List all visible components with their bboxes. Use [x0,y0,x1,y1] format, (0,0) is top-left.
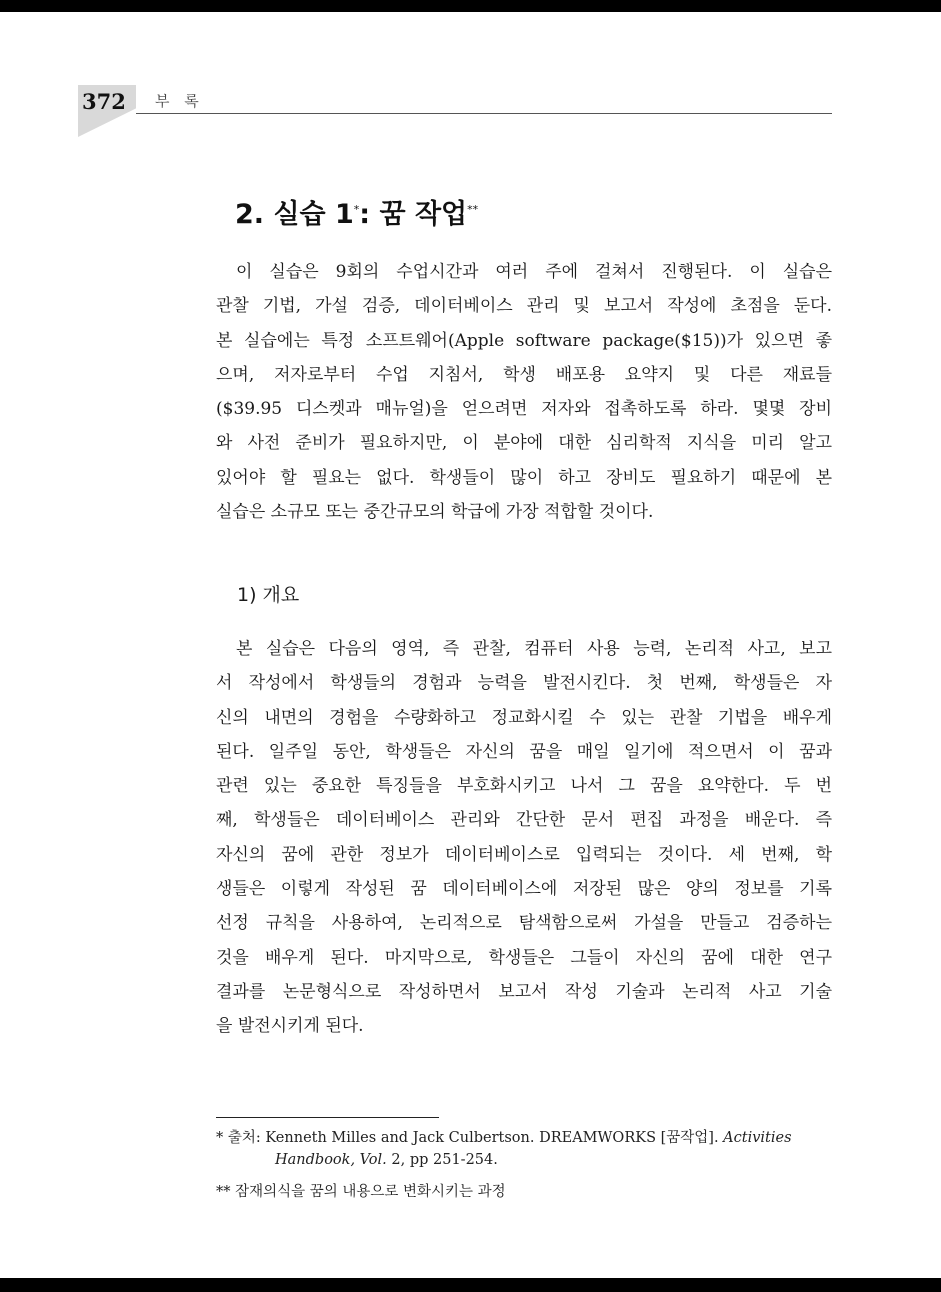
footnote-1-italic-2: Handbook, Vol. [275,1152,387,1168]
section-title [235,192,478,231]
section-label: 부 록 [155,92,204,110]
paragraph-line: 선정 규칙을 사용하여, 논리적으로 탐색함으로써 가설을 만들고 검증하는 [216,913,832,934]
paragraph-line: 이 실습은 9회의 수업시간과 여러 주에 걸쳐서 진행된다. 이 실습은 [236,262,832,282]
intro-paragraph [216,255,832,529]
subheading-overview: 1) 개요 [237,584,300,606]
top-border [0,0,941,12]
paragraph-line: ($39.95 디스켓과 매뉴얼)을 얻으려면 저자와 접촉하도록 하라. 몇몇 장비 [216,399,832,420]
paragraph-line: 것을 배우게 된다. 마지막으로, 학생들은 그들이 자신의 꿈에 대한 연구 [216,947,832,968]
overview-paragraph [216,632,832,1044]
paragraph-line: 째, 학생들은 데이터베이스 관리와 간단한 문서 편집 과정을 배운다. 즉 [216,810,832,831]
footnote-1-line-1 [216,1126,792,1147]
footnote-rule [216,1117,439,1118]
paragraph-line: 을 발전시키게 된다. [216,1016,364,1037]
title-footnote-mark-2: ** [467,203,479,216]
footnote-1-text: * 출처: Kenneth Milles and Jack Culbertson. DREAMWORKS [꿈작업]. [216,1130,724,1146]
paragraph-line: 와 사전 준비가 필요하지만, 이 분야에 대한 심리학적 지식을 미리 알고 [216,433,832,454]
paragraph-line: 본 실습에는 특정 소프트웨어(Apple software package($15))가 있으면 좋 [216,330,832,351]
paragraph-line: 생들은 이렇게 작성된 꿈 데이터베이스에 저장된 많은 양의 정보를 기록 [216,879,832,900]
header-rule [136,113,832,114]
paragraph-line: 으며, 저자로부터 수업 지침서, 학생 배포용 요약지 및 다른 재료들 [216,364,832,385]
footnote-1-italic: Activities [723,1130,792,1146]
footnote-2: ** 잠재의식을 꿈의 내용으로 변화시키는 과정 [216,1184,506,1200]
title-text-rest: : 꿈 작업 [359,199,468,230]
page-number: 372 [82,89,126,114]
paragraph-line: 신의 내면의 경험을 수량화하고 정교화시킬 수 있는 관찰 기법을 배우게 [216,707,832,728]
paragraph-line: 관련 있는 중요한 특징들을 부호화시키고 나서 그 꿈을 요약한다. 두 번 [216,776,832,797]
footnote-1-line-2 [275,1152,498,1168]
paragraph-line: 관찰 기법, 가설 검증, 데이터베이스 관리 및 보고서 작성에 초점을 둔다. [216,296,832,317]
footnote-1-text-2: 2, pp 251-254. [386,1152,498,1168]
paragraph-line: 결과를 논문형식으로 작성하면서 보고서 작성 기술과 논리적 사고 기술 [216,981,832,1002]
paragraph-line: 실습은 소규모 또는 중간규모의 학급에 가장 적합할 것이다. [216,502,654,523]
bottom-border [0,1278,941,1292]
paragraph-line: 서 작성에서 학생들의 경험과 능력을 발전시킨다. 첫 번째, 학생들은 자 [216,673,832,694]
paragraph-line: 있어야 할 필요는 없다. 학생들이 많이 하고 장비도 필요하기 때문에 본 [216,467,832,488]
title-footnote-mark-1: * [353,203,360,216]
paragraph-line: 본 실습은 다음의 영역, 즉 관찰, 컴퓨터 사용 능력, 논리적 사고, 보고 [236,639,832,659]
title-text: 2. 실습 1 [235,199,354,230]
paragraph-line: 자신의 꿈에 관한 정보가 데이터베이스로 입력되는 것이다. 세 번째, 학 [216,844,832,865]
paragraph-line: 된다. 일주일 동안, 학생들은 자신의 꿈을 매일 일기에 적으면서 이 꿈과 [216,741,832,762]
